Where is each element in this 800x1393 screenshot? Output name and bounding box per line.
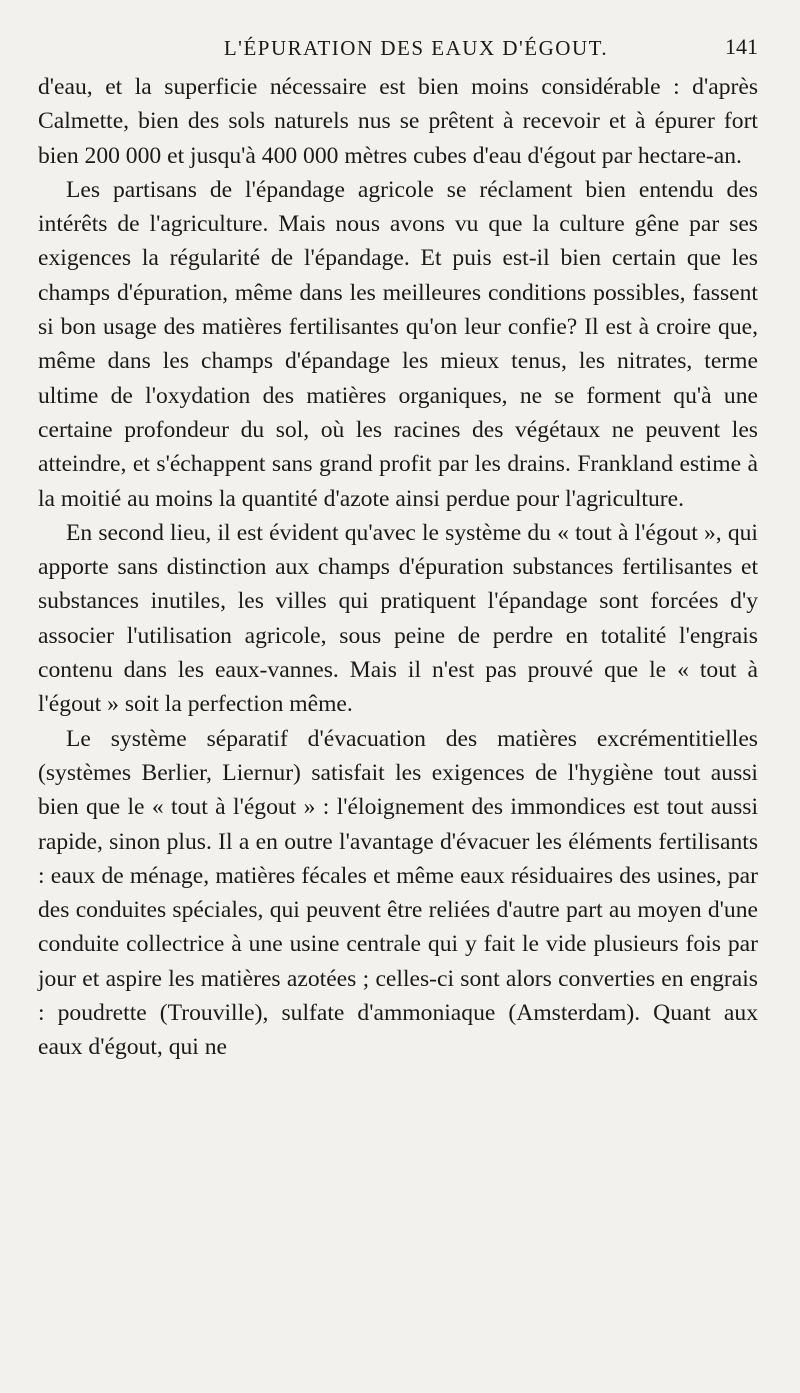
paragraph-epandage-agricole: Les partisans de l'épandage agricole se réclament bien entendu des intérêts de l'agriculture. Mais nous avons vu que la culture gêne par ses exigences la régularité de l'épandage. Et puis est-il bien certain que les champs d'épuration, même dans les meilleures conditions possibles, fassent si bon usage des matières fertilisantes qu'on leur confie? Il est à croire que, même dans les champs d'épandage les mieux tenus, les nitrates, terme ultime de l'oxydation des matières organiques, ne se forment qu'à une certaine profondeur du sol, où les racines des végétaux ne peuvent les atteindre, et s'échappent sans grand profit par les drains. Frankland estime à la moitié au moins la quantité d'azote ainsi perdue pour l'agriculture.: [38, 176, 758, 512]
page-number: 141: [725, 34, 758, 59]
body-text: [38, 70, 758, 1065]
running-title: L'ÉPURATION DES EAUX D'ÉGOUT.: [223, 36, 609, 60]
running-head: [38, 30, 758, 70]
paragraph-tout-a-l-egout: En second lieu, il est évident qu'avec le système du « tout à l'égout », qui apporte sans distinction aux champs d'épuration substances fertilisantes et substances inutiles, les villes qui pratiquent l'épandage sont forcées d'y associer l'utilisation agricole, sous peine de perdre en totalité l'engrais contenu dans les eaux-vannes. Mais il n'est pas prouvé que le « tout à l'égout » soit la perfection même.: [38, 519, 758, 718]
paragraph-continued: d'eau, et la superficie nécessaire est bien moins considérable : d'après Calmette, bien des sols naturels nus se prêtent à recevoir et à épurer fort bien 200 000 et jusqu'à 400 000 mètres cubes d'eau d'égout par hectare-an.: [38, 74, 758, 169]
paragraph-systeme-separatif: Le système séparatif d'évacuation des matières excrémentitielles (systèmes Berlier, Liernur) satisfait les exigences de l'hygiène tout aussi bien que le « tout à l'égout » : l'éloignement des immondices est tout aussi rapide, sinon plus. Il a en outre l'avantage d'évacuer les éléments fertilisants : eaux de ménage, matières fécales et même eaux résiduaires des usines, par des conduites spéciales, qui peuvent être reliées d'autre part au moyen d'une conduite collectrice à une usine centrale qui y fait le vide plusieurs fois par jour et aspire les matières azotées ; celles-ci sont alors converties en engrais : poudrette (Trouville), sulfate d'ammoniaque (Amsterdam). Quant aux eaux d'égout, qui ne: [38, 725, 758, 1061]
